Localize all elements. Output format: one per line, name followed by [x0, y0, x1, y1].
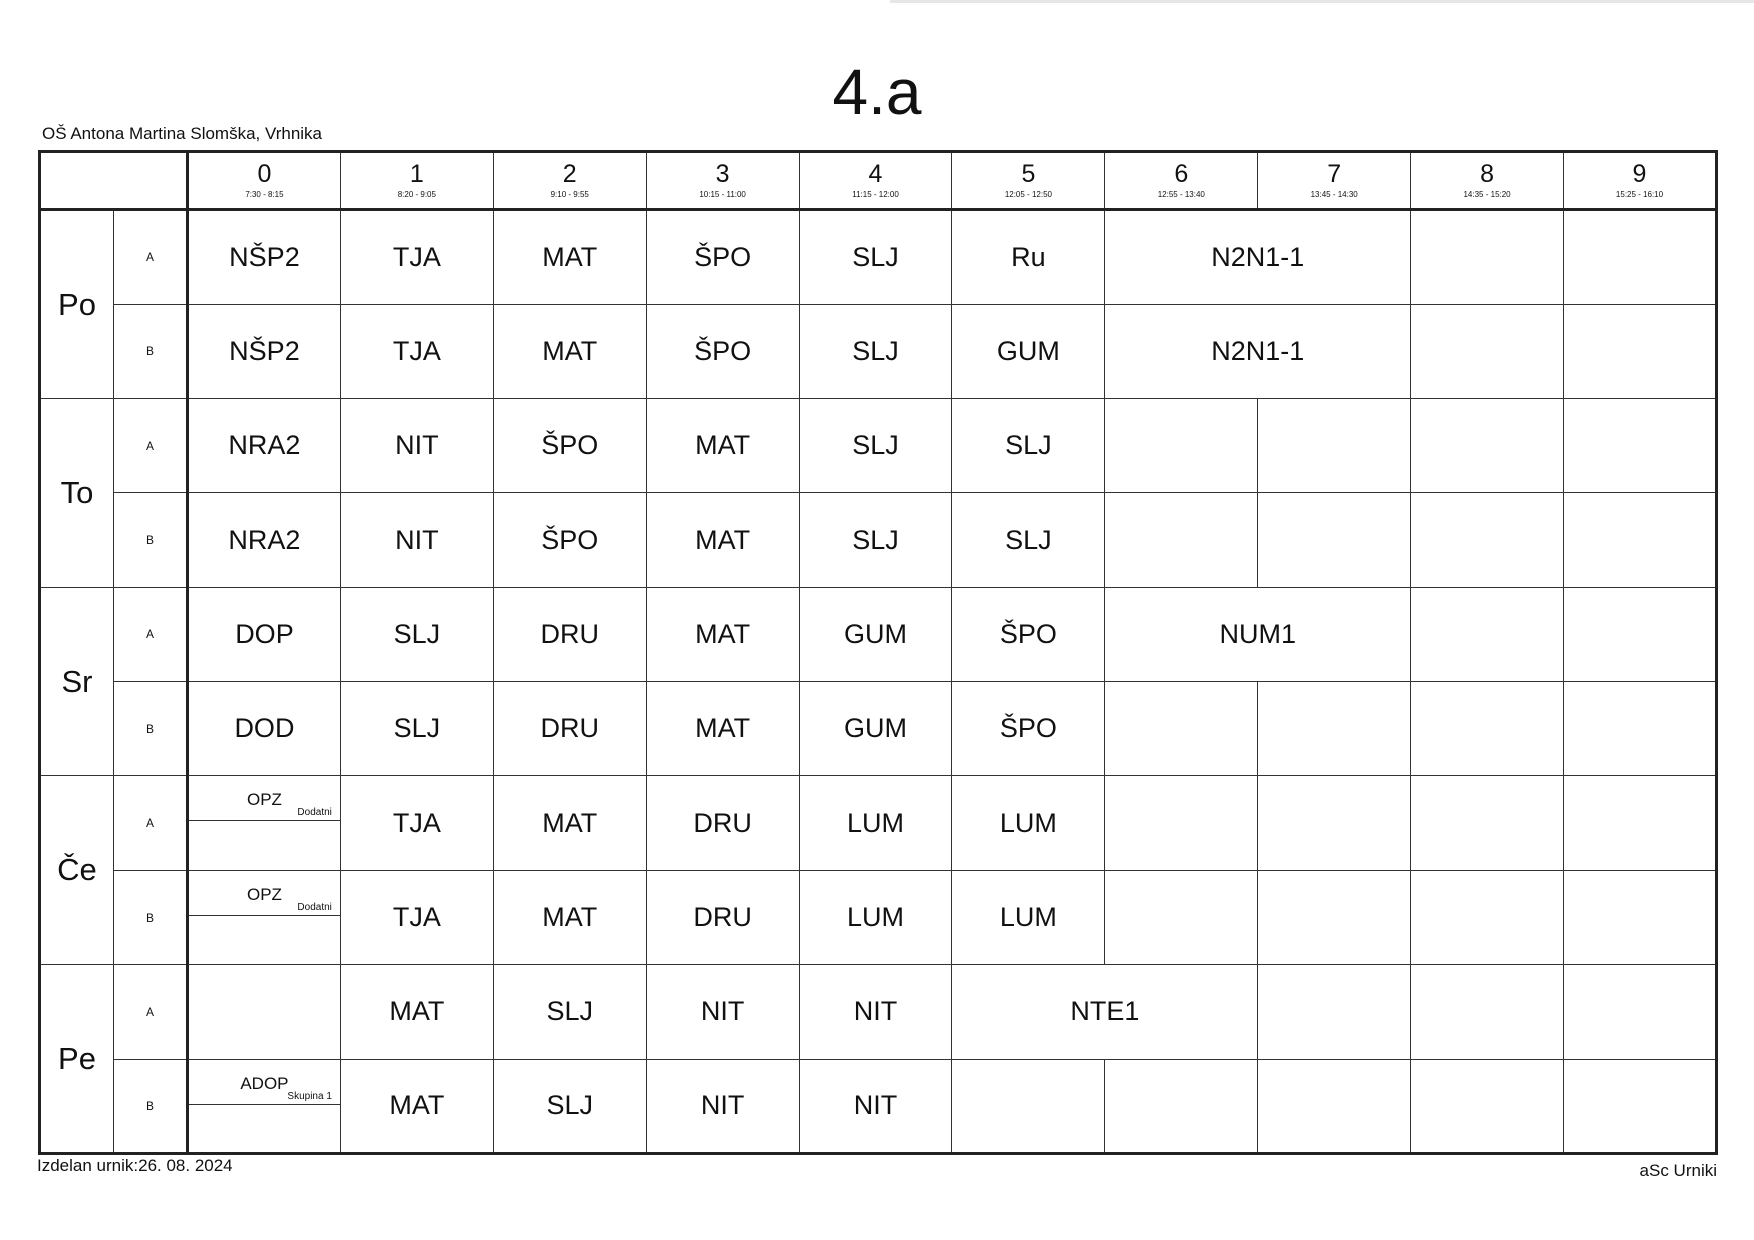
page-title: 4.a — [832, 56, 922, 128]
empty-cell — [1105, 493, 1258, 587]
empty-cell — [1411, 682, 1564, 776]
empty-cell — [1411, 493, 1564, 587]
empty-cell — [1564, 398, 1717, 492]
timetable-row — [40, 398, 1717, 492]
period-header — [1105, 152, 1258, 210]
day-label: Pe — [40, 965, 114, 1154]
lesson-cell: ŠPO — [952, 587, 1105, 681]
lesson-cell: SLJ — [799, 398, 952, 492]
lesson-cell: SLJ — [952, 493, 1105, 587]
lesson-cell: NIT — [646, 1059, 799, 1153]
lesson-label: OPZ — [246, 790, 282, 810]
lesson-cell: SLJ — [799, 304, 952, 398]
empty-cell — [188, 965, 341, 1059]
lesson-cell: SLJ — [493, 965, 646, 1059]
period-number: 5 — [1021, 159, 1036, 188]
lesson-cell: MAT — [646, 493, 799, 587]
lesson-cell: ŠPO — [493, 493, 646, 587]
period-time: 12:05 - 12:50 — [1004, 189, 1052, 199]
lesson-cell: SLJ — [799, 210, 952, 304]
lesson-cell: MAT — [340, 965, 493, 1059]
timetable-row — [40, 1059, 1717, 1153]
empty-cell — [1258, 493, 1411, 587]
lesson-cell: DOD — [188, 682, 341, 776]
lesson-cell: ŠPO — [493, 398, 646, 492]
school-name: OŠ Antona Martina Slomška, Vrhnika — [42, 124, 323, 143]
brand-label: aSc Urniki — [1639, 1161, 1717, 1180]
lesson-cell-double: N2N1-1 — [1105, 210, 1411, 304]
lesson-cell: NIT — [799, 965, 952, 1059]
period-number: 2 — [562, 159, 577, 188]
lesson-cell-double: NUM1 — [1105, 587, 1411, 681]
lesson-cell: LUM — [952, 870, 1105, 964]
lesson-cell: ŠPO — [646, 304, 799, 398]
created-date: Izdelan urnik:26. 08. 2024 — [37, 1156, 233, 1175]
period-header — [799, 152, 952, 210]
day-label: Po — [40, 210, 114, 399]
empty-cell — [1411, 587, 1564, 681]
empty-cell — [1258, 870, 1411, 964]
empty-cell — [1258, 398, 1411, 492]
timetable — [38, 150, 1718, 1155]
lesson-cell: SLJ — [340, 682, 493, 776]
empty-cell — [1105, 870, 1258, 964]
lesson-cell: NIT — [646, 965, 799, 1059]
lesson-label: OPZ — [246, 884, 282, 904]
lesson-cell: TJA — [340, 304, 493, 398]
empty-cell — [1258, 965, 1411, 1059]
group-label: A — [114, 965, 188, 1059]
period-time: 8:20 - 9:05 — [397, 189, 436, 199]
timetable-row — [40, 493, 1717, 587]
lesson-cell: LUM — [799, 776, 952, 870]
split-upper — [189, 776, 340, 821]
empty-cell — [952, 1059, 1105, 1153]
lesson-cell: MAT — [493, 870, 646, 964]
period-header-row — [40, 152, 1717, 210]
group-label: B — [114, 304, 188, 398]
lesson-cell: GUM — [799, 587, 952, 681]
timetable-row — [40, 870, 1717, 964]
period-number: 4 — [868, 159, 883, 188]
lesson-cell: DRU — [646, 870, 799, 964]
lesson-cell: MAT — [493, 304, 646, 398]
empty-cell — [1411, 870, 1564, 964]
lesson-cell: SLJ — [799, 493, 952, 587]
lesson-cell: TJA — [340, 210, 493, 304]
lesson-cell: MAT — [493, 776, 646, 870]
split-upper — [189, 871, 340, 916]
lesson-cell-split — [188, 870, 341, 964]
period-header — [1258, 152, 1411, 210]
empty-cell — [1411, 304, 1564, 398]
lesson-cell: DOP — [188, 587, 341, 681]
lesson-cell: GUM — [952, 304, 1105, 398]
day-label: Sr — [40, 587, 114, 776]
period-header — [1411, 152, 1564, 210]
empty-cell — [1564, 1059, 1717, 1153]
empty-cell — [1105, 1059, 1258, 1153]
period-time: 10:15 - 11:00 — [699, 189, 746, 199]
timetable-row — [40, 682, 1717, 776]
empty-cell — [1258, 682, 1411, 776]
empty-cell — [1105, 398, 1258, 492]
lesson-cell: SLJ — [952, 398, 1105, 492]
timetable-row — [40, 210, 1717, 304]
period-number: 9 — [1632, 159, 1647, 188]
lesson-cell: NIT — [799, 1059, 952, 1153]
lesson-cell: NŠP2 — [188, 210, 341, 304]
group-label: B — [114, 493, 188, 587]
timetable-row — [40, 587, 1717, 681]
lesson-cell: NRA2 — [188, 398, 341, 492]
lesson-cell: DRU — [646, 776, 799, 870]
period-number: 0 — [257, 159, 272, 188]
empty-cell — [1411, 1059, 1564, 1153]
period-time: 7:30 - 8:15 — [245, 189, 284, 199]
period-time: 11:15 - 12:00 — [852, 189, 899, 199]
period-number: 8 — [1480, 159, 1495, 188]
lesson-cell: MAT — [646, 398, 799, 492]
lesson-cell: DRU — [493, 587, 646, 681]
empty-cell — [1564, 493, 1717, 587]
empty-cell — [1564, 965, 1717, 1059]
empty-cell — [1411, 776, 1564, 870]
empty-cell — [1411, 398, 1564, 492]
timetable-row — [40, 776, 1717, 870]
empty-cell — [1564, 870, 1717, 964]
group-label: A — [114, 210, 188, 304]
lesson-cell: NIT — [340, 398, 493, 492]
empty-cell — [1411, 965, 1564, 1059]
lesson-cell: MAT — [646, 682, 799, 776]
lesson-cell: TJA — [340, 776, 493, 870]
lesson-cell: SLJ — [340, 587, 493, 681]
period-number: 7 — [1327, 159, 1342, 188]
lesson-cell: GUM — [799, 682, 952, 776]
lesson-cell: ŠPO — [952, 682, 1105, 776]
timetable-row — [40, 304, 1717, 398]
period-header — [493, 152, 646, 210]
lesson-sublabel: Dodatni — [297, 901, 332, 913]
lesson-cell: LUM — [952, 776, 1105, 870]
lesson-cell: NIT — [340, 493, 493, 587]
timetable-row — [40, 965, 1717, 1059]
period-header — [646, 152, 799, 210]
lesson-label: ADOP — [240, 1073, 289, 1093]
lesson-cell-split — [188, 776, 341, 870]
group-label: B — [114, 870, 188, 964]
group-label: B — [114, 682, 188, 776]
lesson-cell-double: N2N1-1 — [1105, 304, 1411, 398]
period-header — [340, 152, 493, 210]
empty-cell — [1105, 776, 1258, 870]
lesson-cell: Ru — [952, 210, 1105, 304]
lesson-cell: NŠP2 — [188, 304, 341, 398]
empty-cell — [1564, 210, 1717, 304]
lesson-cell: TJA — [340, 870, 493, 964]
lesson-cell-split — [188, 1059, 341, 1153]
empty-cell — [1258, 1059, 1411, 1153]
split-upper — [189, 1060, 340, 1105]
lesson-cell: DRU — [493, 682, 646, 776]
lesson-cell: MAT — [493, 210, 646, 304]
period-number: 6 — [1174, 159, 1189, 188]
period-time: 14:35 - 15:20 — [1463, 189, 1511, 199]
lesson-cell: MAT — [340, 1059, 493, 1153]
top-edge-line — [890, 0, 1754, 3]
period-number: 3 — [715, 159, 730, 188]
lesson-sublabel: Skupina 1 — [287, 1090, 332, 1102]
day-label: To — [40, 398, 114, 587]
period-header — [952, 152, 1105, 210]
period-number: 1 — [409, 159, 424, 188]
period-time: 15:25 - 16:10 — [1615, 189, 1664, 199]
period-time: 9:10 - 9:55 — [550, 189, 589, 199]
empty-cell — [1105, 682, 1258, 776]
group-label: A — [114, 587, 188, 681]
lesson-sublabel: Dodatni — [297, 807, 332, 819]
empty-cell — [1564, 304, 1717, 398]
lesson-cell: ŠPO — [646, 210, 799, 304]
group-label: B — [114, 1059, 188, 1153]
empty-cell — [1564, 587, 1717, 681]
period-time: 13:45 - 14:30 — [1310, 189, 1358, 199]
day-label: Če — [40, 776, 114, 965]
empty-cell — [1564, 682, 1717, 776]
lesson-cell: MAT — [646, 587, 799, 681]
empty-cell — [1564, 776, 1717, 870]
group-label: A — [114, 776, 188, 870]
corner-cell — [40, 152, 188, 210]
period-header — [188, 152, 341, 210]
group-label: A — [114, 398, 188, 492]
lesson-cell-double: NTE1 — [952, 965, 1258, 1059]
period-header — [1564, 152, 1717, 210]
lesson-cell: NRA2 — [188, 493, 341, 587]
empty-cell — [1258, 776, 1411, 870]
period-time: 12:55 - 13:40 — [1157, 189, 1205, 199]
empty-cell — [1411, 210, 1564, 304]
lesson-cell: SLJ — [493, 1059, 646, 1153]
lesson-cell: LUM — [799, 870, 952, 964]
